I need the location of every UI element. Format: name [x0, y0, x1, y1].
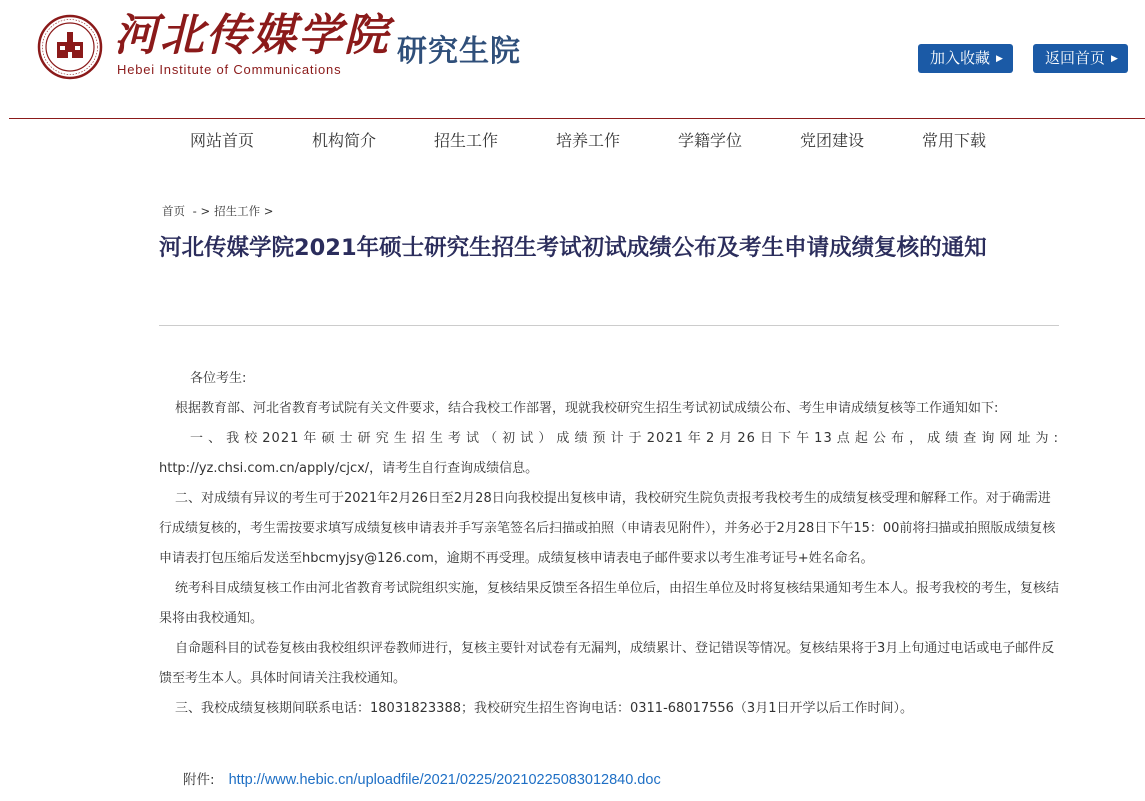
nav-item-party[interactable]: 党团建设 — [800, 131, 865, 150]
nav-item-home[interactable]: 网站首页 — [190, 131, 255, 150]
school-name-cn: 河北传媒学院 — [114, 10, 390, 61]
school-seal-logo — [37, 14, 103, 80]
department-name: 研究生院 — [397, 34, 521, 69]
site-header — [0, 0, 1145, 118]
article-body — [159, 364, 1059, 724]
attachment-row — [183, 767, 661, 793]
breadcrumb — [162, 203, 277, 219]
main-nav — [0, 128, 1145, 154]
add-favorite-button[interactable] — [918, 44, 1013, 73]
nav-item-degrees[interactable]: 学籍学位 — [678, 131, 743, 150]
triangle-right-icon: ▶ — [1111, 54, 1118, 64]
article-title: 河北传媒学院2021年硕士研究生招生考试初试成绩公布及考生申请成绩复核的通知 — [159, 235, 987, 261]
back-home-label: 返回首页 — [1045, 49, 1106, 67]
nav-item-about[interactable]: 机构简介 — [312, 131, 377, 150]
back-home-button[interactable] — [1033, 44, 1128, 73]
school-name-en: Hebei Institute of Communications — [117, 62, 342, 77]
intro-paragraph: 根据教育部、河北省教育考试院有关文件要求，结合我校工作部署，现就我校研究生招生考试初试成绩公布、考生申请成绩复核等工作通知如下: — [175, 401, 999, 416]
nav-item-downloads[interactable]: 常用下载 — [922, 131, 987, 150]
triangle-right-icon: ▶ — [996, 54, 1003, 64]
breadcrumb-current[interactable]: 招生工作 > — [214, 204, 274, 218]
header-divider — [9, 118, 1145, 119]
item1-line1: 一、我校2021年硕士研究生招生考试（初试）成绩预计于2021年2月26日下午13点起公布，成绩查询网址为: — [190, 431, 1059, 446]
breadcrumb-home[interactable]: 首页 — [162, 204, 185, 218]
title-divider — [159, 325, 1059, 326]
breadcrumb-separator: - > — [192, 204, 211, 218]
item3-paragraph: 三、我校成绩复核期间联系电话：18031823388；我校研究生招生咨询电话：0311-68017556（3月1日开学以后工作时间）。 — [175, 701, 913, 716]
unified-exam-paragraph: 统考科目成绩复核工作由河北省教育考试院组织实施，复核结果反馈至各招生单位后，由招生单位及时将复核结果通知考生本人。报考我校的考生，复核结果将由我校通知。 — [159, 581, 1060, 626]
add-favorite-label: 加入收藏 — [930, 49, 991, 67]
attachment-link[interactable]: http://www.hebic.cn/uploadfile/2021/0225/20210225083012840.doc — [228, 772, 661, 788]
item2-paragraph: 二、对成绩有异议的考生可于2021年2月26日至2月28日向我校提出复核申请，我校研究生院负责报考我校考生的成绩复核受理和解释工作。对于确需进行成绩复核的，考生需按要求填写成绩复核申请表并手写亲笔签名后扫描或拍照（申请表见附件），并务必于2月28日下午15：00前将扫描或拍照版成绩复核申请表打包压缩后发送至hbcmyjsy@126.com，逾期不再受理。成绩复核申请表电子邮件要求以考生准考证号+姓名命名。 — [159, 491, 1056, 566]
self-exam-paragraph: 自命题科目的试卷复核由我校组织评卷教师进行，复核主要针对试卷有无漏判，成绩累计、登记错误等情况。复核结果将于3月上旬通过电话或电子邮件反馈至考生本人。具体时间请关注我校通知。 — [159, 641, 1055, 686]
attachment-label: 附件: — [183, 772, 215, 788]
item1-line2: http://yz.chsi.com.cn/apply/cjcx/，请考生自行查询成绩信息。 — [159, 461, 539, 476]
nav-item-admissions[interactable]: 招生工作 — [434, 131, 499, 150]
salutation: 各位考生: — [190, 371, 247, 386]
nav-item-training[interactable]: 培养工作 — [556, 131, 621, 150]
